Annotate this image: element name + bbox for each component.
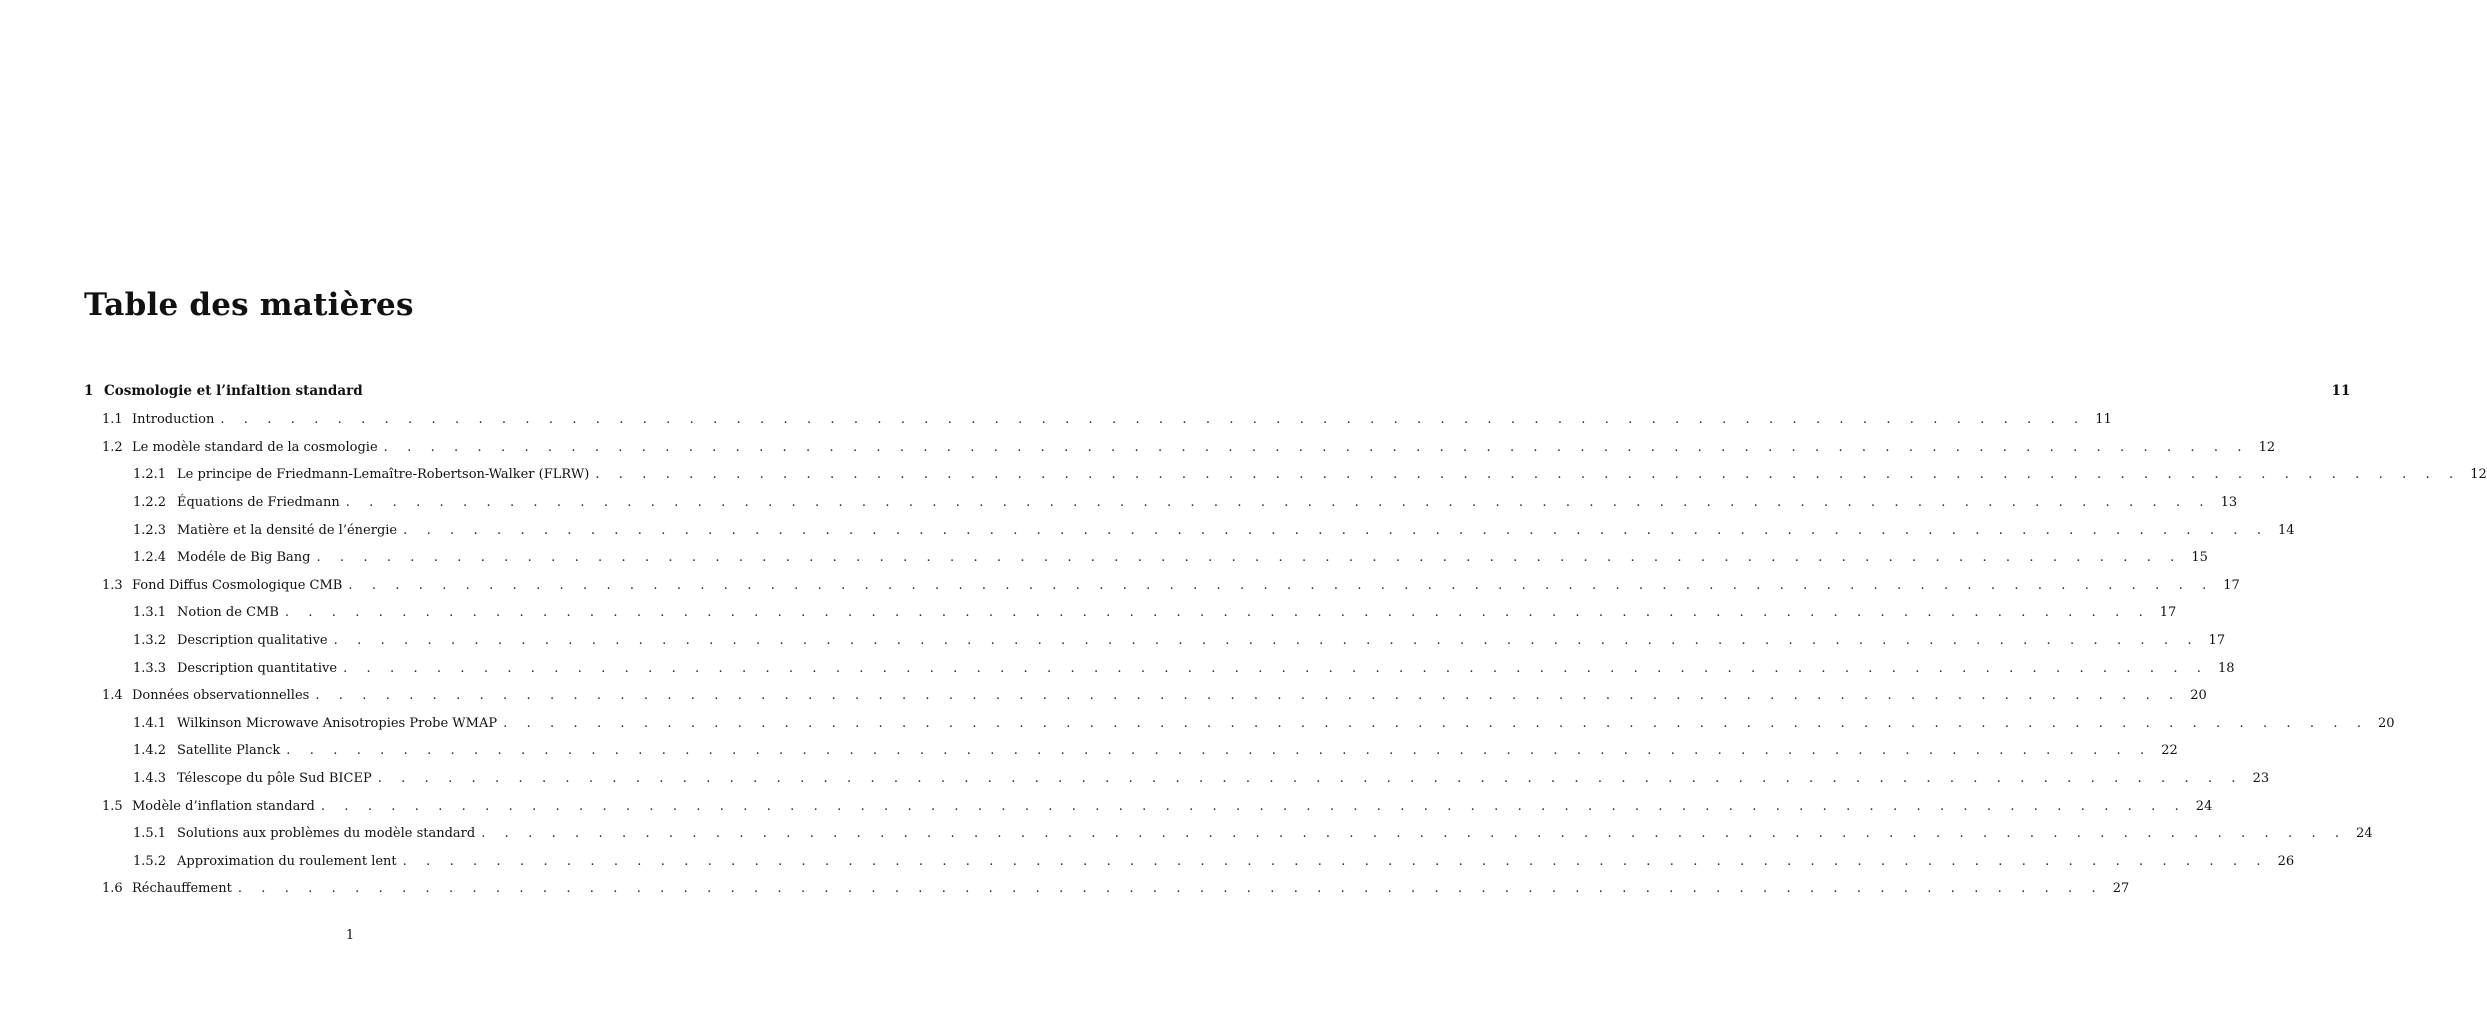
toc-subsection-entry[interactable]	[84, 656, 2235, 680]
toc-entry-title: Télescope du pôle Sud BICEP	[177, 770, 372, 786]
toc-entry-number: 1.2.2	[133, 494, 167, 510]
dot-leader: . . . . . . . . . . . . . . . . . . . . . . . . . . . . . . . . . . . . . . . . . . . . . . . . . . . . . . . . . . . . . . . . . . . . . . . . . . . . . . . .	[316, 550, 2182, 566]
toc-entry-title: Modèle d’inflation standard	[132, 798, 315, 814]
toc-section-entry[interactable]	[84, 408, 2112, 432]
toc-entry-page: 20	[2190, 688, 2207, 704]
toc-entry-title: Notion de CMB	[177, 605, 279, 621]
dot-leader: . . . . . . . . . . . . . . . . . . . . . . . . . . . . . . . . . . . . . . . . . . . . . . . . . . . . . . . . . . . . . . . . . . . . . . . . . . . . . . . .	[345, 494, 2212, 510]
toc-entry-title: Équations de Friedmann	[177, 494, 340, 510]
toc-entry-page: 27	[2112, 881, 2130, 897]
toc-entry-page: 13	[2220, 494, 2238, 510]
toc-subsection-entry[interactable]	[84, 546, 2208, 570]
toc-entry-page: 20	[2378, 715, 2395, 731]
toc-entry-page: 26	[2277, 853, 2295, 869]
toc-entry-title: Solutions aux problèmes du modèle standard	[177, 826, 476, 842]
toc-entry-title: Wilkinson Microwave Anisotropies Probe WMAP	[177, 715, 498, 731]
toc-entry-title: Le modèle standard de la cosmologie	[132, 439, 378, 455]
toc-entry-title: Cosmologie et l’infaltion standard	[104, 383, 363, 400]
toc-entry-number: 1.3.3	[133, 660, 167, 676]
toc-entry-number: 1.3	[102, 577, 123, 593]
toc-entry-title: Introduction	[132, 412, 215, 428]
dot-leader: . . . . . . . . . . . . . . . . . . . . . . . . . . . . . . . . . . . . . . . . . . . . . . . . . . . . . . . . . . . . . . . . . . . . . . . . . . . . . . . .	[377, 770, 2244, 786]
dot-leader: . . . . . . . . . . . . . . . . . . . . . . . . . . . . . . . . . . . . . . . . . . . . . . . . . . . . . . . . . . . . . . . . . . . . . . . . . . . . . . . .	[320, 798, 2187, 814]
toc-entry-number: 1.5.1	[133, 826, 167, 842]
dot-leader: . . . . . . . . . . . . . . . . . . . . . . . . . . . . . . . . . . . . . . . . . . . . . . . . . . . . . . . . . . . . . . . . . . . . . . . . . . . . . . . .	[220, 412, 2086, 428]
dot-leader: . . . . . . . . . . . . . . . . . . . . . . . . . . . . . . . . . . . . . . . . . . . . . . . . . . . . . . . . . . . . . . . . . . . . . . . . . . . . . . . .	[595, 467, 2461, 483]
toc-entry-title: Le principe de Friedmann-Lemaître-Robertson-Walker (FLRW)	[177, 467, 590, 483]
toc-entry-page: 17	[2223, 577, 2240, 593]
toc-entry-number: 1.5	[102, 798, 123, 814]
toc-subsection-entry[interactable]	[84, 849, 2295, 873]
dot-leader: . . . . . . . . . . . . . . . . . . . . . . . . . . . . . . . . . . . . . . . . . . . . . . . . . . . . . . . . . . . . . . . . . . . . . . . . . . . . . . . .	[343, 660, 2209, 676]
dot-leader: . . . . . . . . . . . . . . . . . . . . . . . . . . . . . . . . . . . . . . . . . . . . . . . . . . . . . . . . . . . . . . . . . . . . . . . . . . . . . . . .	[481, 826, 2347, 842]
toc-entry-page: 12	[2470, 467, 2487, 483]
toc-subsection-entry[interactable]	[84, 628, 2226, 652]
toc-entry-page: 11	[2095, 412, 2112, 428]
toc-entry-page: 15	[2191, 550, 2208, 566]
toc-entry-page: 17	[2208, 632, 2226, 648]
toc-entry-title: Données observationnelles	[132, 688, 310, 704]
toc-entry-title: Satellite Planck	[177, 743, 281, 759]
toc-entry-title: Modéle de Big Bang	[177, 550, 311, 566]
dot-leader: . . . . . . . . . . . . . . . . . . . . . . . . . . . . . . . . . . . . . . . . . . . . . . . . . . . . . . . . . . . . . . . . . . . . . . . . . . . . . . . .	[284, 605, 2151, 621]
toc-subsection-entry[interactable]	[84, 766, 2270, 790]
toc-entry-title: Description quantitative	[177, 660, 338, 676]
toc-entry-title: Réchauffement	[132, 881, 232, 897]
toc-subsection-entry[interactable]	[84, 601, 2177, 625]
toc-subsection-entry[interactable]	[84, 822, 2373, 846]
toc-section-entry[interactable]	[84, 573, 2240, 597]
toc-entry-title: Approximation du roulement lent	[177, 853, 397, 869]
page-number: 1	[345, 928, 355, 943]
toc-subsection-entry[interactable]	[84, 711, 2395, 735]
toc-entry-page: 11	[2331, 383, 2351, 400]
toc-entry-page: 18	[2217, 660, 2235, 676]
toc-entry-number: 1.3.2	[133, 632, 167, 648]
dot-leader: . . . . . . . . . . . . . . . . . . . . . . . . . . . . . . . . . . . . . . . . . . . . . . . . . . . . . . . . . . . . . . . . . . . . . . . . . . . . . . . .	[402, 853, 2269, 869]
toc-entry-page: 24	[2195, 798, 2213, 814]
dot-leader: . . . . . . . . . . . . . . . . . . . . . . . . . . . . . . . . . . . . . . . . . . . . . . . . . . . . . . . . . . . . . . . . . . . . . . . . . . . . . . . .	[333, 632, 2200, 648]
toc-entry-number: 1.2.3	[133, 522, 167, 538]
toc-section-entry[interactable]	[84, 684, 2207, 708]
toc-entry-number: 1.4.3	[133, 770, 167, 786]
toc-entry-number: 1.6	[102, 881, 123, 897]
toc-entry-number: 1.1	[102, 412, 123, 428]
toc-section-entry[interactable]	[84, 794, 2213, 818]
toc-subsection-entry[interactable]	[84, 518, 2295, 542]
toc-subsection-entry[interactable]	[84, 739, 2178, 763]
toc-entry-number: 1.3.1	[133, 605, 167, 621]
toc-section-entry[interactable]	[84, 435, 2276, 459]
dot-leader: . . . . . . . . . . . . . . . . . . . . . . . . . . . . . . . . . . . . . . . . . . . . . . . . . . . . . . . . . . . . . . . . . . . . . . . . . . . . . . . .	[315, 688, 2181, 704]
dot-leader: . . . . . . . . . . . . . . . . . . . . . . . . . . . . . . . . . . . . . . . . . . . . . . . . . . . . . . . . . . . . . . . . . . . . . . . . . . . . . . . .	[237, 881, 2104, 897]
toc-chapter-entry[interactable]	[84, 380, 2351, 404]
toc-section-entry[interactable]	[84, 877, 2130, 901]
toc-entry-page: 17	[2159, 605, 2177, 621]
toc-entry-page: 12	[2258, 439, 2276, 455]
dot-leader: . . . . . . . . . . . . . . . . . . . . . . . . . . . . . . . . . . . . . . . . . . . . . . . . . . . . . . . . . . . . . . . . . . . . . . . . . . . . . . . .	[503, 715, 2369, 731]
dot-leader: . . . . . . . . . . . . . . . . . . . . . . . . . . . . . . . . . . . . . . . . . . . . . . . . . . . . . . . . . . . . . . . . . . . . . . . . . . . . . . . .	[403, 522, 2269, 538]
dot-leader: . . . . . . . . . . . . . . . . . . . . . . . . . . . . . . . . . . . . . . . . . . . . . . . . . . . . . . . . . . . . . . . . . . . . . . . . . . . . . . . .	[348, 577, 2214, 593]
dot-leader: . . . . . . . . . . . . . . . . . . . . . . . . . . . . . . . . . . . . . . . . . . . . . . . . . . . . . . . . . . . . . . . . . . . . . . . . . . . . . . . .	[286, 743, 2152, 759]
toc-subsection-entry[interactable]	[84, 463, 2487, 487]
toc-entry-number: 1	[84, 383, 94, 400]
toc-entry-number: 1.2	[102, 439, 123, 455]
toc-entry-number: 1.2.1	[133, 467, 167, 483]
toc-entry-title: Description qualitative	[177, 632, 328, 648]
toc-entry-number: 1.4.1	[133, 715, 167, 731]
toc-subsection-entry[interactable]	[84, 490, 2238, 514]
dot-leader: . . . . . . . . . . . . . . . . . . . . . . . . . . . . . . . . . . . . . . . . . . . . . . . . . . . . . . . . . . . . . . . . . . . . . . . . . . . . . . . .	[383, 439, 2250, 455]
toc-entry-page: 24	[2356, 826, 2373, 842]
toc-entry-page: 14	[2278, 522, 2295, 538]
toc-entry-number: 1.4	[102, 688, 123, 704]
toc-entry-number: 1.2.4	[133, 550, 167, 566]
toc-entry-number: 1.4.2	[133, 743, 167, 759]
toc-entry-title: Fond Diffus Cosmologique CMB	[132, 577, 343, 593]
page-title: Table des matières	[84, 287, 414, 323]
toc-entry-number: 1.5.2	[133, 853, 167, 869]
toc-entry-page: 22	[2161, 743, 2178, 759]
toc-entry-title: Matière et la densité de l’énergie	[177, 522, 398, 538]
toc-entry-page: 23	[2252, 770, 2270, 786]
